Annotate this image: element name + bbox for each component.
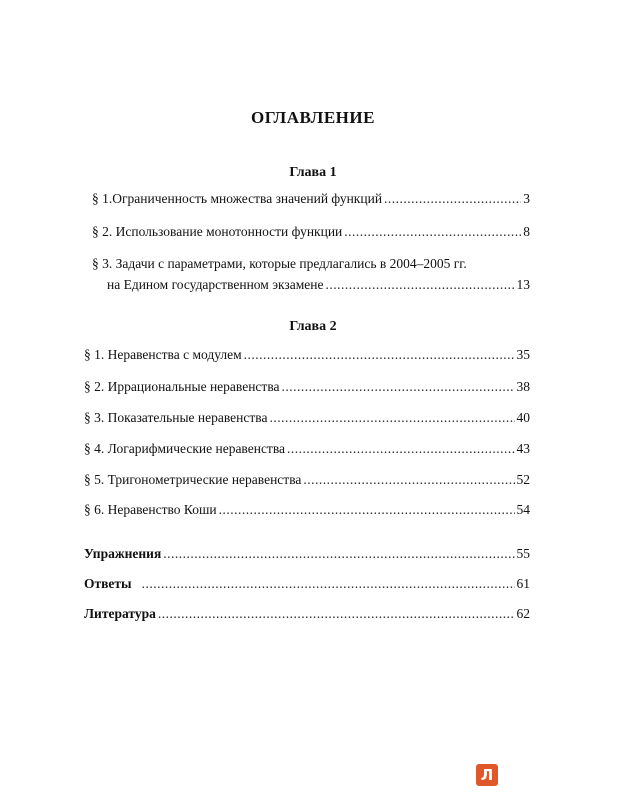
toc-entry-ch1-s2 <box>92 223 530 241</box>
chapter-2-heading: Глава 2 <box>289 319 337 334</box>
toc-entry-label: § 6. Неравенство Коши <box>84 502 217 517</box>
chapter-1-heading: Глава 1 <box>289 165 337 180</box>
toc-entry-page: 43 <box>516 441 530 456</box>
publisher-logo-icon: Л <box>476 764 498 786</box>
toc-entry-page: 38 <box>516 379 530 394</box>
toc-entry-label: § 1.Ограниченность множества значений функций <box>92 191 383 206</box>
leader-dots <box>163 545 514 563</box>
toc-entry-answers <box>84 575 530 593</box>
toc-entry-page: 62 <box>516 606 530 621</box>
toc-entry-label: Ответы <box>84 576 132 591</box>
toc-entry-literature <box>84 605 530 623</box>
toc-entry-ch2-s2 <box>84 378 530 396</box>
toc-entry-page: 3 <box>523 191 530 206</box>
toc-entry-page: 54 <box>516 502 530 517</box>
toc-entry-page: 61 <box>516 576 530 591</box>
leader-dots <box>269 409 514 427</box>
toc-entry-ch2-s1 <box>84 346 530 364</box>
toc-entry-exercises <box>84 545 530 563</box>
toc-entry-label: Упражнения <box>84 546 162 561</box>
toc-entry-page: 40 <box>516 410 530 425</box>
leader-dots <box>282 378 515 396</box>
toc-entry-label: Литература <box>84 606 156 621</box>
toc-entry-ch2-s3 <box>84 409 530 427</box>
page-title: ОГЛАВЛЕНИЕ <box>251 108 375 127</box>
toc-entry-ch2-s6 <box>84 501 530 519</box>
leader-dots <box>325 276 514 294</box>
leader-dots <box>158 605 515 623</box>
toc-entry-label: § 5. Тригонометрические неравенства <box>84 472 302 487</box>
leader-dots <box>384 190 521 208</box>
toc-entry-label: на Едином государственном экзамене <box>107 277 324 292</box>
toc-entry-label: § 3. Показательные неравенства <box>84 410 268 425</box>
toc-entry-ch2-s4 <box>84 440 530 458</box>
toc-entry-page: 55 <box>516 546 530 561</box>
leader-dots <box>244 346 515 364</box>
toc-entry-label: § 1. Неравенства с модулем <box>84 347 242 362</box>
toc-entry-ch2-s5 <box>84 471 530 489</box>
toc-entry-ch1-s1 <box>92 190 530 208</box>
leader-dots <box>142 575 515 593</box>
toc-entry-label: § 4. Логарифмические неравенства <box>84 441 286 456</box>
leader-dots <box>303 471 514 489</box>
toc-entry-label: § 2. Использование монотонности функции <box>92 224 343 239</box>
leader-dots <box>287 440 514 458</box>
toc-entry-page: 52 <box>516 472 530 487</box>
toc-entry-page: 8 <box>523 224 530 239</box>
toc-entry-page: 35 <box>516 347 530 362</box>
leader-dots <box>344 223 521 241</box>
toc-entry-ch1-s3-line1: § 3. Задачи с параметрами, которые предлагались в 2004–2005 гг. <box>92 256 467 271</box>
toc-entry-page: 13 <box>516 277 530 292</box>
leader-dots <box>219 501 515 519</box>
toc-entry-label: § 2. Иррациональные неравенства <box>84 379 280 394</box>
toc-entry-ch1-s3-line2 <box>107 276 530 294</box>
